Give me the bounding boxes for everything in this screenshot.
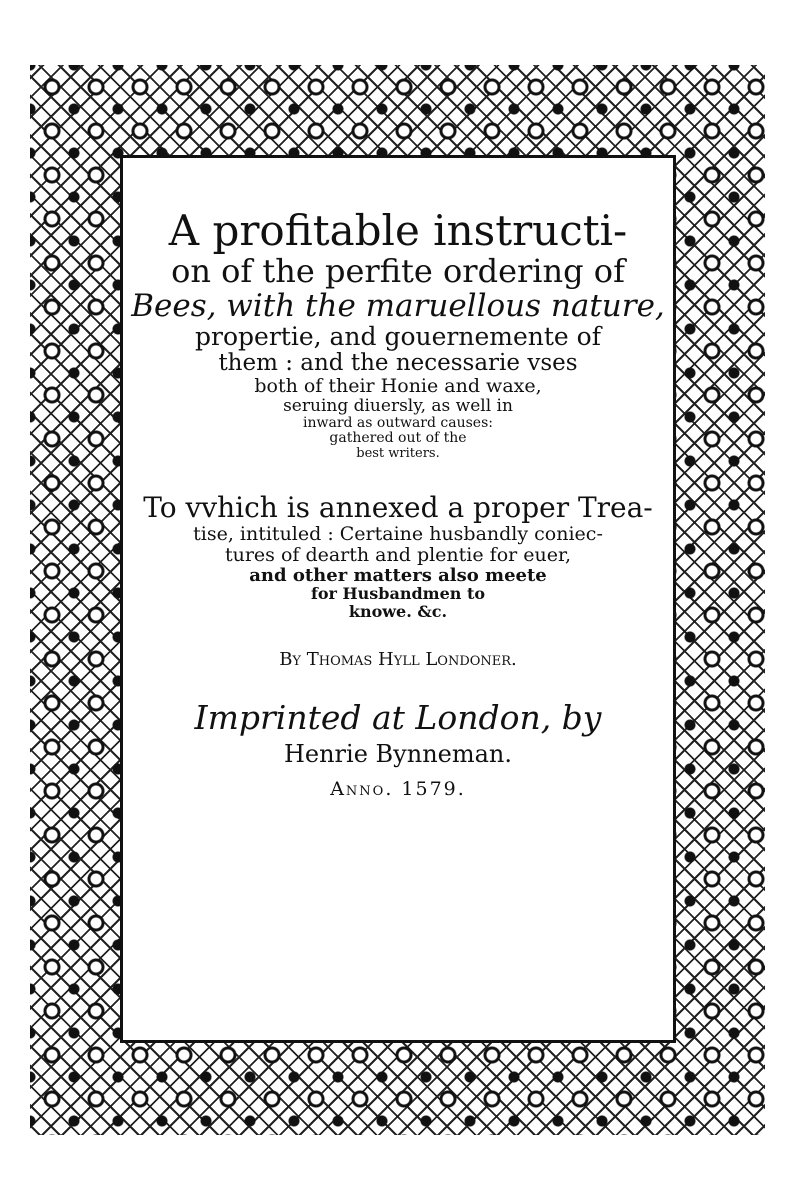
title-line: inward as outward causes:: [303, 414, 493, 431]
annex-line: for Husbandmen to: [310, 584, 486, 604]
printer-line: Henrie Bynneman.: [283, 739, 513, 768]
title-line: propertie, and gouernemente of: [195, 322, 601, 352]
title-line: A profitable instructi-: [168, 206, 628, 255]
annex-line: To vvhich is annexed a proper Trea-: [143, 490, 653, 524]
title-line: Bees, with the maruellous nature,: [131, 288, 665, 325]
annex-line: tise, intituled : Certaine husbandly coniec-: [193, 522, 603, 545]
title-line: on of the perfite ordering of: [171, 252, 625, 291]
title-line: both of their Honie and waxe,: [254, 375, 542, 398]
annex-line: tures of dearth and plentie for euer,: [224, 543, 572, 566]
imprint-line: Imprinted at London, by: [194, 698, 602, 738]
title-page: [123, 158, 673, 1040]
annex-line: knowe. &c.: [348, 601, 448, 621]
title-line: seruing diuersly, as well in: [283, 396, 513, 417]
title-line: gathered out of the: [329, 430, 467, 447]
title-line: them : and the necessarie vses: [218, 349, 578, 376]
author-line: By Thomas Hyll Londoner.: [279, 649, 517, 671]
annex-line: and other matters also meete: [249, 564, 547, 586]
title-line: best writers.: [356, 445, 440, 461]
year-line: Anno. 1579.: [330, 777, 466, 800]
